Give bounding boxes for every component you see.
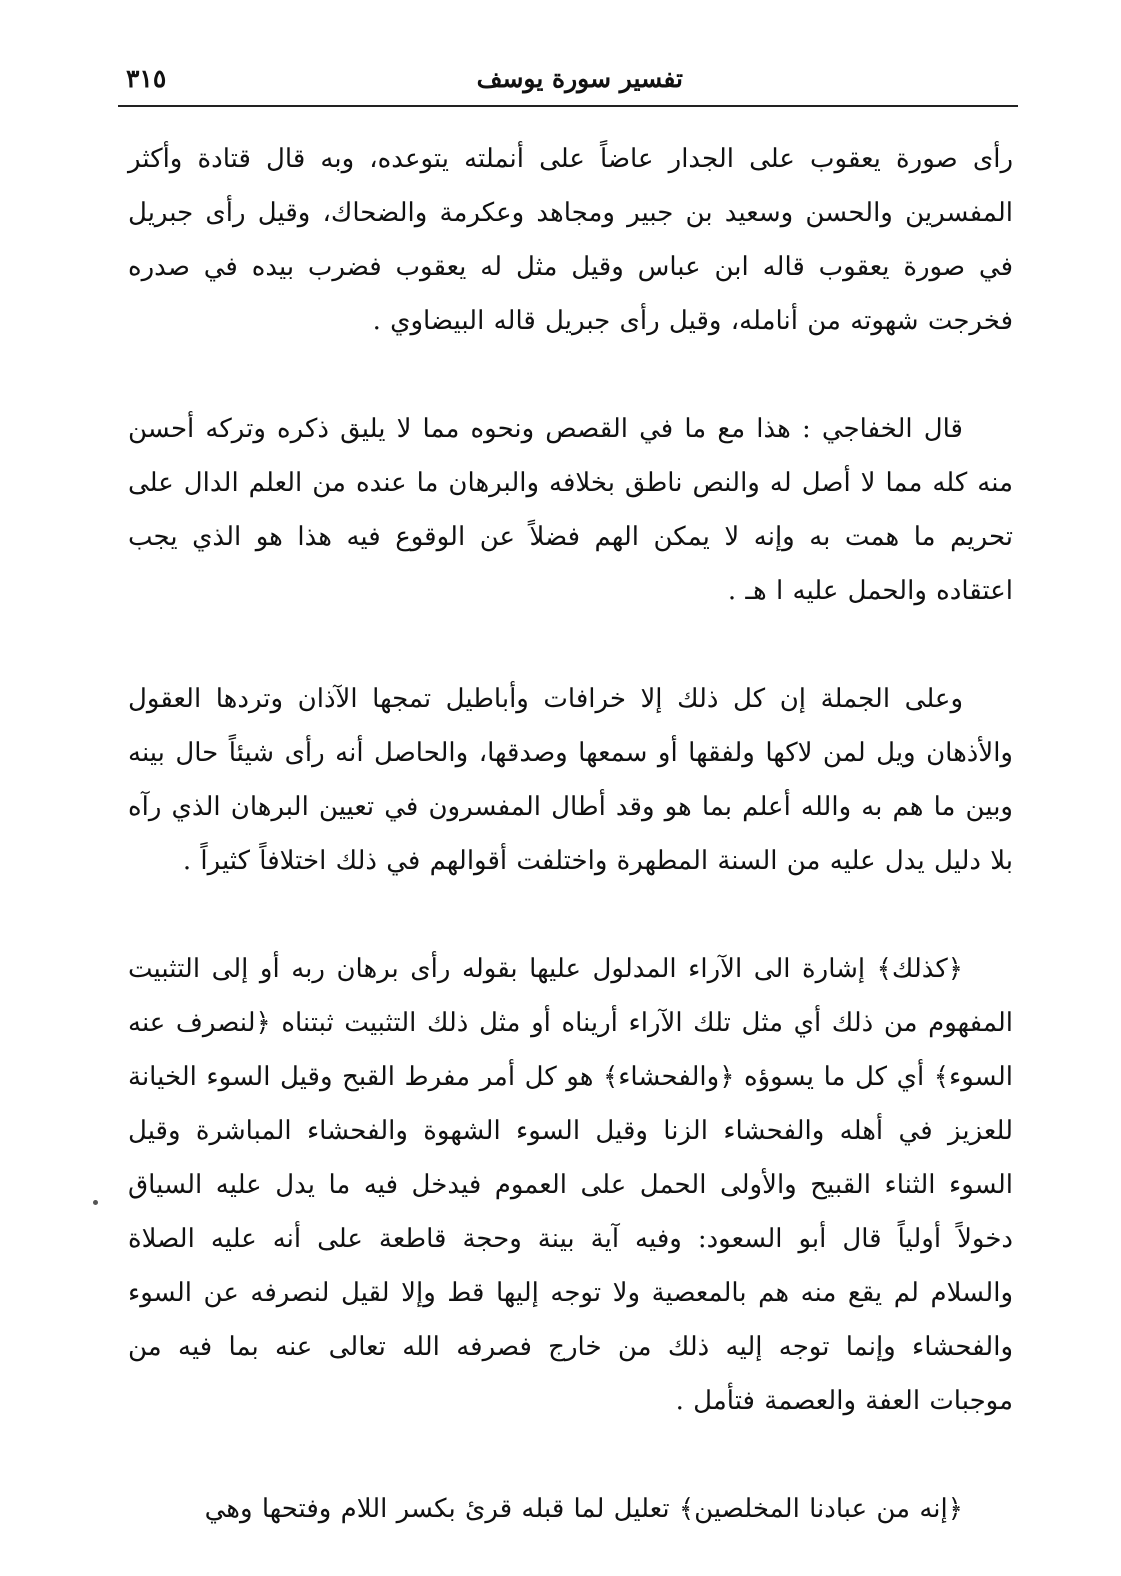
header-title: تفسير سورة يوسف bbox=[476, 64, 683, 93]
header-divider bbox=[118, 105, 1018, 107]
paragraph-2: قال الخفاجي : هذا مع ما في القصص ونحوه مما لا يليق ذكره وتركه أحسن منه كله مما لا أصل له والنص ناطق بخلافه والبرهان ما عنده من العلم الدال على تحريم ما همت به وإنه لا يمكن الهم فضلاً عن الوقوع فيه هذا هو الذي يجب اعتقاده والحمل عليه ا هـ . bbox=[128, 414, 1013, 606]
running-header bbox=[118, 58, 1018, 104]
paragraph-5: ﴿إنه من عبادنا المخلصين﴾ تعليل لما قبله قرئ بكسر اللام وفتحها وهي bbox=[204, 1494, 963, 1524]
paragraph-1: رأى صورة يعقوب على الجدار عاضاً على أنملته يتوعده، وبه قال قتادة وأكثر المفسرين والحسن وسعيد بن جبير ومجاهد وعكرمة والضحاك، وقيل رأى جبريل في صورة يعقوب قاله ابن عباس وقيل مثل له يعقوب فضرب بيده في صدره فخرجت شهوته من أنامله، وقيل رأى جبريل قاله البيضاوي . bbox=[128, 144, 1013, 336]
paragraph-3: وعلى الجملة إن كل ذلك إلا خرافات وأباطيل تمجها الآذان وتردها العقول والأذهان ويل لمن لاكها ولفقها أو سمعها وصدقها، والحاصل أنه رأى شيئاً حال بينه وبين ما هم به والله أعلم بما هو وقد أطال المفسرون في تعيين البرهان الذي رآه بلا دليل يدل عليه من السنة المطهرة واختلفت أقوالهم في ذلك اختلافاً كثيراً . bbox=[128, 684, 1013, 876]
page-number: ٣١٥ bbox=[126, 64, 167, 93]
paragraph-4: ﴿كذلك﴾ إشارة الى الآراء المدلول عليها بقوله رأى برهان ربه أو إلى التثبيت المفهوم من ذلك أي مثل تلك الآراء أريناه أو مثل ذلك التثبيت ثبتناه ﴿لنصرف عنه السوء﴾ أي كل ما يسوؤه ﴿والفحشاء﴾ هو كل أمر مفرط القبح وقيل السوء الخيانة للعزيز في أهله والفحشاء الزنا وقيل السوء الشهوة والفحشاء المباشرة وقيل السوء الثناء القبيح والأولى الحمل على العموم فيدخل فيه ما يدل عليه السياق دخولاً أولياً قال أبو السعود: وفيه آية بينة وحجة قاطعة على أنه عليه الصلاة والسلام لم يقع منه هم بالمعصية ولا توجه إليها قط وإلا لقيل لنصرفه عن السوء والفحشاء وإنما توجه إليه ذلك من خارج فصرفه الله تعالى عنه بما فيه من موجبات العفة والعصمة فتأمل . bbox=[128, 954, 1013, 1416]
body-text bbox=[128, 132, 1013, 1536]
scan-speck bbox=[93, 1200, 98, 1205]
